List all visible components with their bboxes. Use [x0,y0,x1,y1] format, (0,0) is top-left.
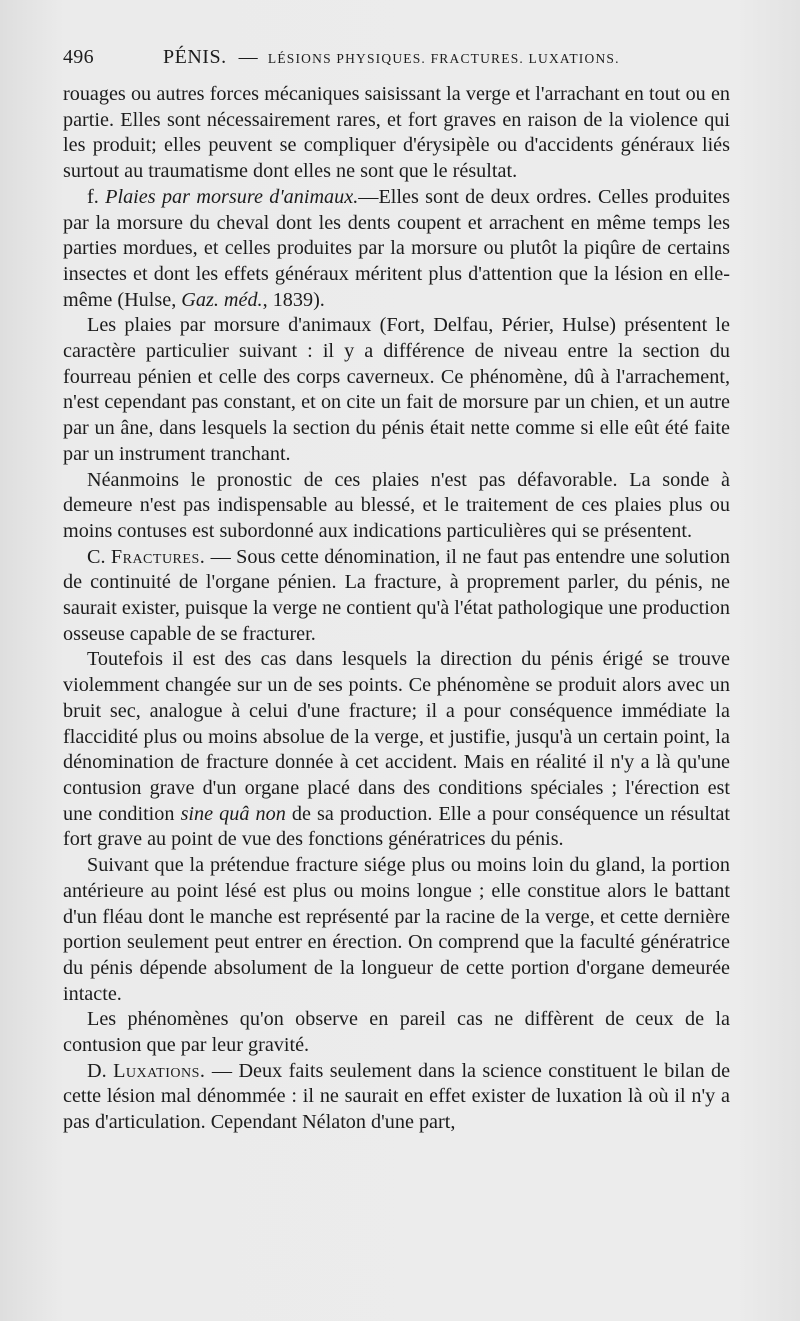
paragraph-text: Les plaies par morsure d'animaux (Fort, Delfau, Périer, Hulse) présentent le caractère particulier suivant : il y a différence de niveau entre la section du fourreau pénien et celle des corps caverneux. Ce phénomène, dû à l'arrachement, n'est cependant pas constant, et on cite un fait de morsure par un chien, et un autre par un âne, dans lesquels la section du pénis était nette comme si elle eût été faite par un instrument tranchant. [63,314,730,465]
paragraph-text: Toutefois il est des cas dans lesquels la direction du pénis érigé se trouve violemment changée sur un de ses points. Ce phénomène se produit alors avec un bruit sec, analogue à celui d'une fracture; il a pour conséquence immédiate la flaccidité plus ou moins absolue de la verge, et justifie, jusqu'à un certain point, la dénomination de fracture donnée à cet accident. Mais en réalité il n'y a là qu'une contusion grave d'un organe placé dans des conditions spéciales ; l'érection est une condition [63,648,730,825]
paragraph-text: rouages ou autres forces mécaniques saisissant la verge et l'arrachant en tout ou en partie. Elles sont nécessairement rares, et fort graves en raison de la violence qui les produit; elles peuvent se compliquer d'érysipèle ou d'accidents généraux liés surtout au traumatisme dont elles ne sont que le résultat. [63,83,730,183]
paragraph-text: Néanmoins le pronostic de ces plaies n'est pas défavorable. La sonde à demeure n'est pas indispensable au blessé, et le traitement de ces plaies plus ou moins contuses est subordonné aux indications particulières qui se présentent. [63,468,730,542]
paragraph [63,313,730,467]
latin-phrase: sine quâ non [180,802,286,825]
paragraph-text: Suivant que la prétendue fracture siége plus ou moins loin du gland, la portion antérieure au point lésé est plus ou moins longue ; elle constitue alors le battant d'un fléau dont le manche est représenté par la racine de la verge, et cette dernière portion seulement peut entrer en érection. On comprend que la faculté génératrice du pénis dépende absolument de la longueur de cette portion d'organe demeurée intacte. [63,854,730,1005]
section-heading-bite-wounds: Plaies par morsure d'animaux. [105,185,359,208]
paragraph-fractures [63,545,730,648]
paragraph [63,853,730,1007]
running-header [63,46,730,82]
paragraph [63,647,730,853]
body-text [63,82,730,1136]
paragraph-text: Les phénomènes qu'on observe en pareil cas ne diffèrent de ceux de la contusion que par leur gravité. [63,1008,730,1057]
chapter-title: PÉNIS. [163,46,227,68]
paragraph-text: — Sous cette dénomination, il ne faut pas entendre une solution de continuité de l'organe pénien. La fracture, à proprement parler, du pénis, ne saurait exister, puisque la verge ne contient qu'à l'état pathologique une production osseuse capable de se fracturer. [63,545,731,645]
section-heading-luxations: Luxations. [113,1059,206,1082]
citation-journal: Gaz. méd. [181,288,263,311]
page-number: 496 [63,46,94,68]
section-subtitle: LÉSIONS PHYSIQUES. FRACTURES. LUXATIONS. [267,51,620,66]
paragraph-luxations [63,1059,730,1136]
citation-year: , 1839). [262,288,325,311]
paragraph [63,468,730,545]
paragraph-text: —Elles sont de deux ordres. Celles produites par la morsure du cheval dont les dents coupent et arrachent en même temps les parties mordues, et celles produites par la morsure ou plutôt la piqûre de certains insectes et dont les effets généraux méritent plus d'attention que la lésion en elle-même (Hulse, [63,185,730,311]
paragraph-continuation [63,82,730,185]
section-label: C. [87,545,106,568]
paragraph-text: de sa production. Elle a pour conséquence un résultat fort grave au point de vue des fonctions génératrices du pénis. [63,802,731,851]
section-label: D. [87,1059,107,1082]
paragraph-text: — Deux faits seulement dans la science constituent le bilan de cette lésion mal dénommée : il ne saurait en effet exister de luxation là où il n'y a pas d'articulation. Cependant Nélaton d'une part, [63,1059,731,1134]
paragraph-bite-wounds [63,185,730,314]
header-separator: — [238,47,258,68]
paragraph [63,1007,730,1058]
section-heading-fractures: Fractures. [110,545,206,568]
item-label: f. [87,185,99,208]
